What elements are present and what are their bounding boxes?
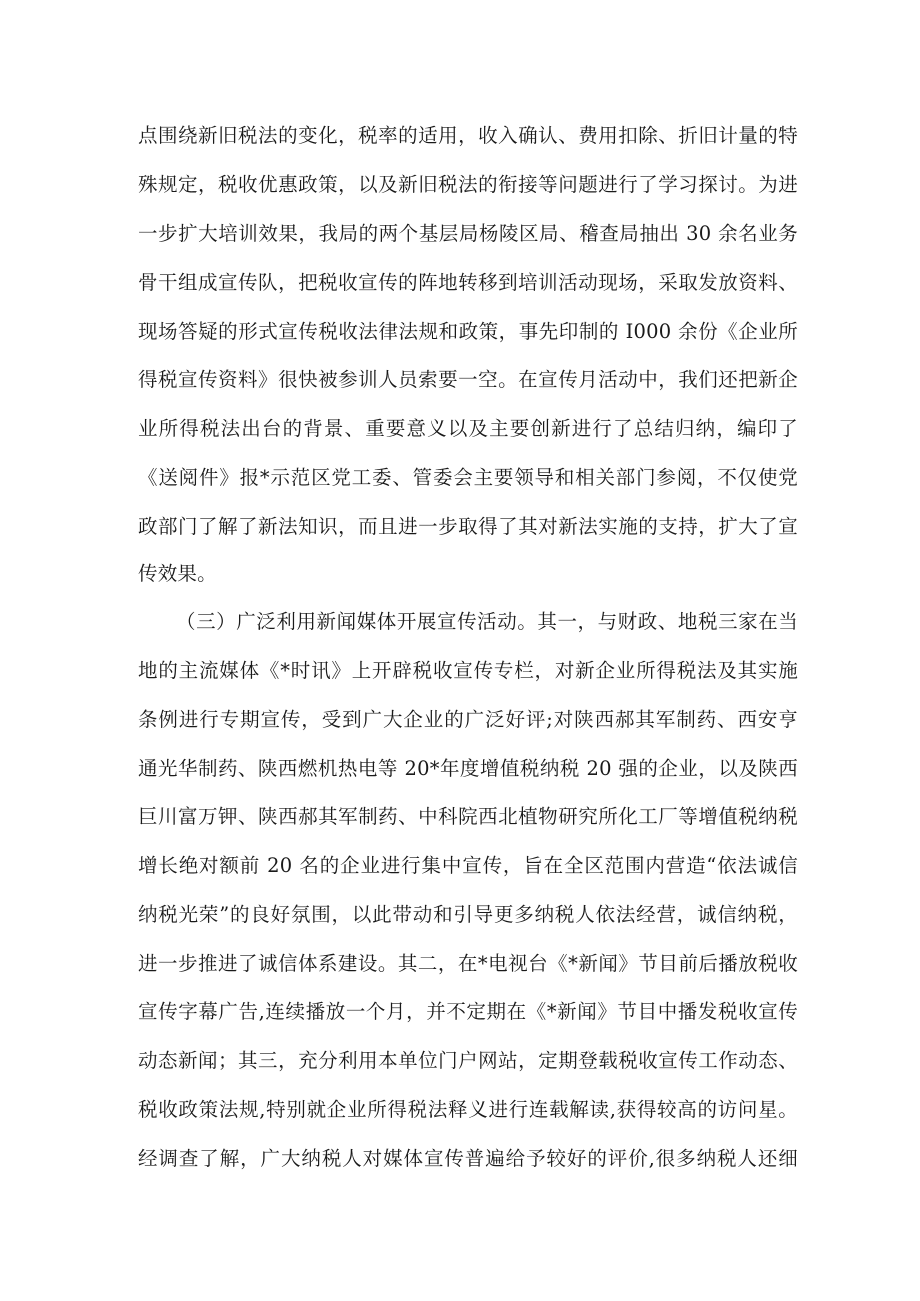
text-line: 《送阅件》报*示范区党工委、管委会主要领导和相关部门参阅，不仅使党 <box>138 466 798 489</box>
text-line: 得税宣传资料》很快被参训人员索要一空。在宣传月活动中，我们还把新企 <box>138 368 798 391</box>
text-line: 进一步推进了诚信体系建设。其二，在*电视台《*新闻》节目前后播放税收 <box>138 952 798 975</box>
text-line: 现场答疑的形式宣传税收法律法规和政策，事先印制的 I000 余份《企业所 <box>138 320 798 343</box>
text-line: 巨川富万钾、陕西郝其军制药、中科院西北植物研究所化工厂等增值税纳税 <box>138 805 798 828</box>
text-line: 一步扩大培训效果，我局的两个基层局杨陵区局、稽查局抽出 30 余名业务 <box>138 222 798 245</box>
text-line: 经调查了解，广大纳税人对媒体宣传普遍给予较好的评价,很多纳税人还细 <box>138 1147 798 1170</box>
text-line: 地的主流媒体《*时讯》上开辟税收宣传专栏，对新企业所得税法及其实施 <box>138 659 798 682</box>
text-line: 殊规定，税收优惠政策，以及新旧税法的衔接等问题进行了学习探讨。为进 <box>138 173 798 196</box>
text-line: 动态新闻；其三，充分利用本单位门户网站，定期登载税收宣传工作动态、 <box>138 1049 798 1072</box>
text-line: 业所得税法出台的背景、重要意义以及主要创新进行了总结归纳，编印了 <box>138 417 798 440</box>
text-line: 条例进行专期宣传，受到广大企业的广泛好评;对陕西郝其军制药、西安亨 <box>138 708 798 731</box>
text-line: 政部门了解了新法知识，而且进一步取得了其对新法实施的支持，扩大了宣 <box>138 515 798 538</box>
text-line: 点围绕新旧税法的变化，税率的适用，收入确认、费用扣除、折旧计量的特 <box>138 124 798 147</box>
text-line: 宣传字幕广告,连续播放一个月，并不定期在《*新闻》节目中播发税收宣传 <box>138 1000 798 1023</box>
text-line: 纳税光荣”的良好氛围，以此带动和引导更多纳税人依法经营，诚信纳税， <box>138 903 798 926</box>
text-line: （三）广泛利用新闻媒体开展宣传活动。其一，与财政、地税三家在当 <box>176 610 798 633</box>
text-line: 通光华制药、陕西燃机热电等 20*年度增值税纳税 20 强的企业，以及陕西 <box>138 757 798 780</box>
text-line: 骨干组成宣传队，把税收宣传的阵地转移到培训活动现场，采取发放资料、 <box>138 271 798 294</box>
text-line: 增长绝对额前 20 名的企业进行集中宣传，旨在全区范围内营造“依法诚信 <box>138 854 798 877</box>
text-line: 税收政策法规,特别就企业所得税法释义进行连载解读,获得较高的访问星。 <box>138 1098 798 1121</box>
text-line: 传效果。 <box>138 562 217 585</box>
